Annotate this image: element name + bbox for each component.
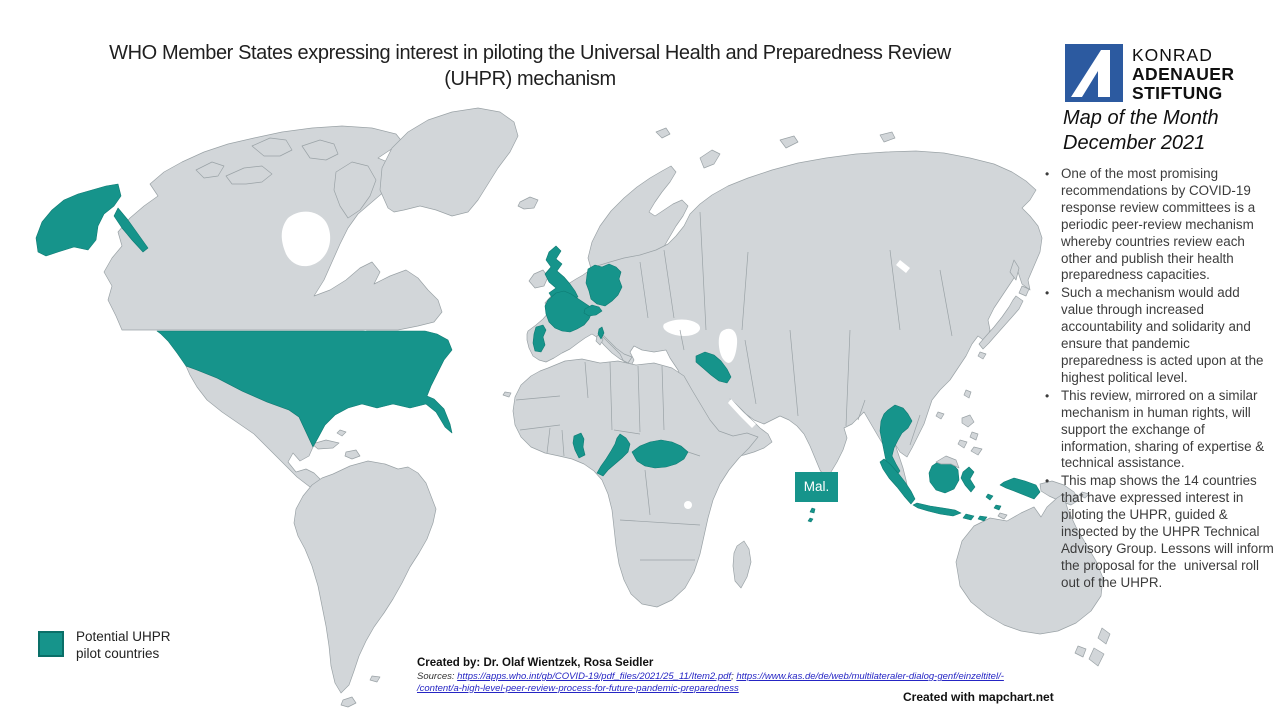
legend-label [76, 628, 171, 662]
page-title [30, 40, 1030, 92]
landmass [104, 108, 1110, 707]
source-link-kas-line2[interactable]: /content/a-high-level-peer-review-process-for-future-pandemic-preparedness [417, 682, 739, 694]
map-of-the-month-subtitle [1063, 106, 1219, 156]
sidebar-bullet-2: • Such a mechanism would add value through increased accountability and solidarity and ensure that pandemic preparedness is acted upon at the highest political level. [1043, 285, 1275, 386]
source-link-who[interactable]: https://apps.who.int/gb/COVID-19/pdf_files/2021/25_11/Item2.pdf [457, 671, 732, 682]
page-title-line1: WHO Member States expressing interest in piloting the Universal Health and Preparedness Review [109, 42, 951, 64]
legend-label-line2: pilot countries [76, 646, 160, 661]
kas-logo [1065, 44, 1234, 103]
sidebar-bullet-3: • This review, mirrored on a similar mechanism in human rights, will support the exchange of information, sharing of expertise & technical assistance. [1043, 388, 1275, 473]
kas-logo-line3: STIFTUNG [1132, 83, 1223, 103]
sidebar-bullet-4: • This map shows the 14 countries that have expressed interest in piloting the UHPR, guided & inspected by the UHPR Technical Advisory Group. Lessons will inform the proposal for the universal roll out of the UHPR. [1043, 473, 1275, 591]
kas-logo-line2: ADENAUER [1132, 64, 1235, 84]
sources-separator: ; [731, 671, 737, 682]
mapchart-attribution: Created with mapchart.net [903, 690, 1054, 704]
sidebar-notes [1043, 166, 1278, 593]
kas-logo-icon [1065, 44, 1123, 102]
legend [38, 628, 171, 662]
page-title-line2: (UHPR) mechanism [444, 68, 616, 90]
sources-label: Sources: [417, 671, 458, 682]
sidebar-bullet-1: • One of the most promising recommendations by COVID-19 response review committees is a periodic peer-review mechanism whereby countries review each other and publish their health preparedness capacities. [1043, 166, 1275, 284]
kas-logo-line1: KONRAD [1132, 45, 1213, 65]
maldives-label: Mal. [795, 472, 838, 502]
created-by-text: Created by: Dr. Olaf Wientzek, Rosa Seidler [417, 657, 654, 669]
subtitle-line2: December 2021 [1063, 132, 1206, 154]
kas-logo-text [1132, 44, 1234, 103]
subtitle-line1: Map of the Month [1063, 107, 1219, 129]
credits [417, 656, 1057, 694]
legend-label-line1: Potential UHPR [76, 629, 171, 644]
source-link-kas-line1[interactable]: https://www.kas.de/de/web/multilateraler-dialog-genf/einzeltitel/- [736, 671, 1004, 682]
legend-swatch [38, 631, 64, 657]
